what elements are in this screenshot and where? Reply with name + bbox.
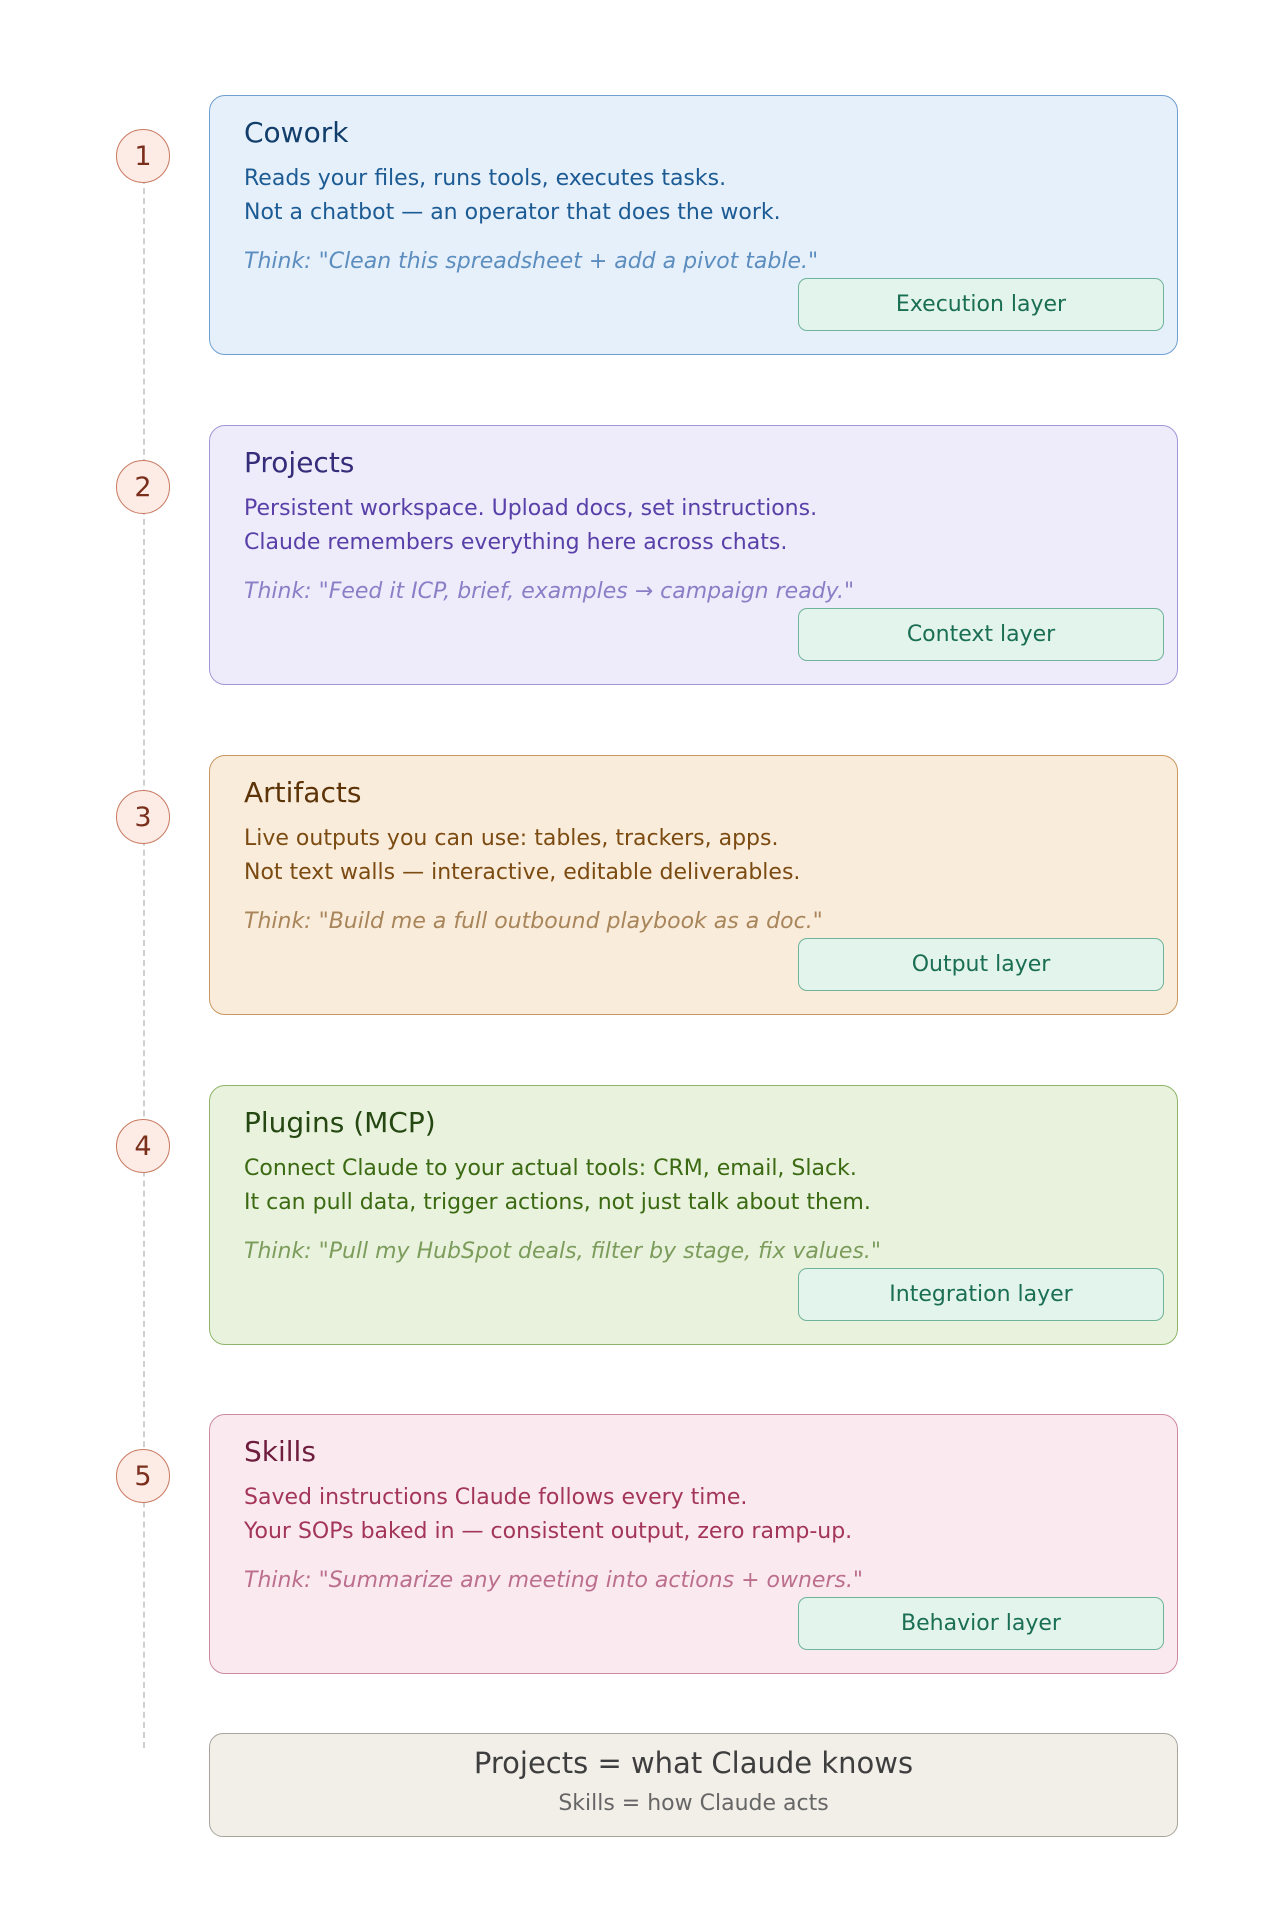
layer-badge: Execution layer <box>798 278 1164 331</box>
card-description-line-1: Connect Claude to your actual tools: CRM, email, Slack. <box>244 1156 857 1181</box>
card-description-line-2: It can pull data, trigger actions, not just talk about them. <box>244 1190 871 1215</box>
card-title: Cowork <box>244 116 349 149</box>
card-think-example: Think: "Build me a full outbound playbook as a doc." <box>244 909 823 934</box>
step-number-2: 2 <box>116 460 170 514</box>
step-number-3: 3 <box>116 790 170 844</box>
summary-line-2: Skills = how Claude acts <box>558 1791 829 1816</box>
card-title: Skills <box>244 1435 316 1468</box>
card-think-example: Think: "Feed it ICP, brief, examples → campaign ready." <box>244 579 855 604</box>
card-description-line-1: Persistent workspace. Upload docs, set instructions. <box>244 496 818 521</box>
layer-badge: Integration layer <box>798 1268 1164 1321</box>
card-projects <box>209 425 1178 685</box>
card-description-line-2: Not text walls — interactive, editable deliverables. <box>244 860 801 885</box>
card-skills <box>209 1414 1178 1674</box>
card-plugins-mcp <box>209 1085 1178 1345</box>
card-description-line-2: Claude remembers everything here across chats. <box>244 530 788 555</box>
card-description-line-1: Saved instructions Claude follows every time. <box>244 1485 748 1510</box>
card-description-line-2: Your SOPs baked in — consistent output, zero ramp-up. <box>244 1519 853 1544</box>
card-artifacts <box>209 755 1178 1015</box>
layer-badge: Context layer <box>798 608 1164 661</box>
card-think-example: Think: "Pull my HubSpot deals, filter by stage, fix values." <box>244 1239 882 1264</box>
summary-box <box>209 1733 1178 1837</box>
card-think-example: Think: "Clean this spreadsheet + add a pivot table." <box>244 249 819 274</box>
summary-line-1: Projects = what Claude knows <box>473 1746 914 1780</box>
card-description-line-1: Reads your files, runs tools, executes tasks. <box>244 166 727 191</box>
card-think-example: Think: "Summarize any meeting into actions + owners." <box>244 1568 864 1593</box>
card-title: Projects <box>244 446 355 479</box>
layer-badge: Output layer <box>798 938 1164 991</box>
card-cowork <box>209 95 1178 355</box>
step-number-5: 5 <box>116 1449 170 1503</box>
step-number-4: 4 <box>116 1119 170 1173</box>
step-number-1: 1 <box>116 129 170 183</box>
layer-badge: Behavior layer <box>798 1597 1164 1650</box>
card-title: Artifacts <box>244 776 362 809</box>
timeline-dashed-line <box>143 158 145 1748</box>
card-description-line-1: Live outputs you can use: tables, trackers, apps. <box>244 826 779 851</box>
card-title: Plugins (MCP) <box>244 1106 436 1139</box>
card-description-line-2: Not a chatbot — an operator that does the work. <box>244 200 781 225</box>
